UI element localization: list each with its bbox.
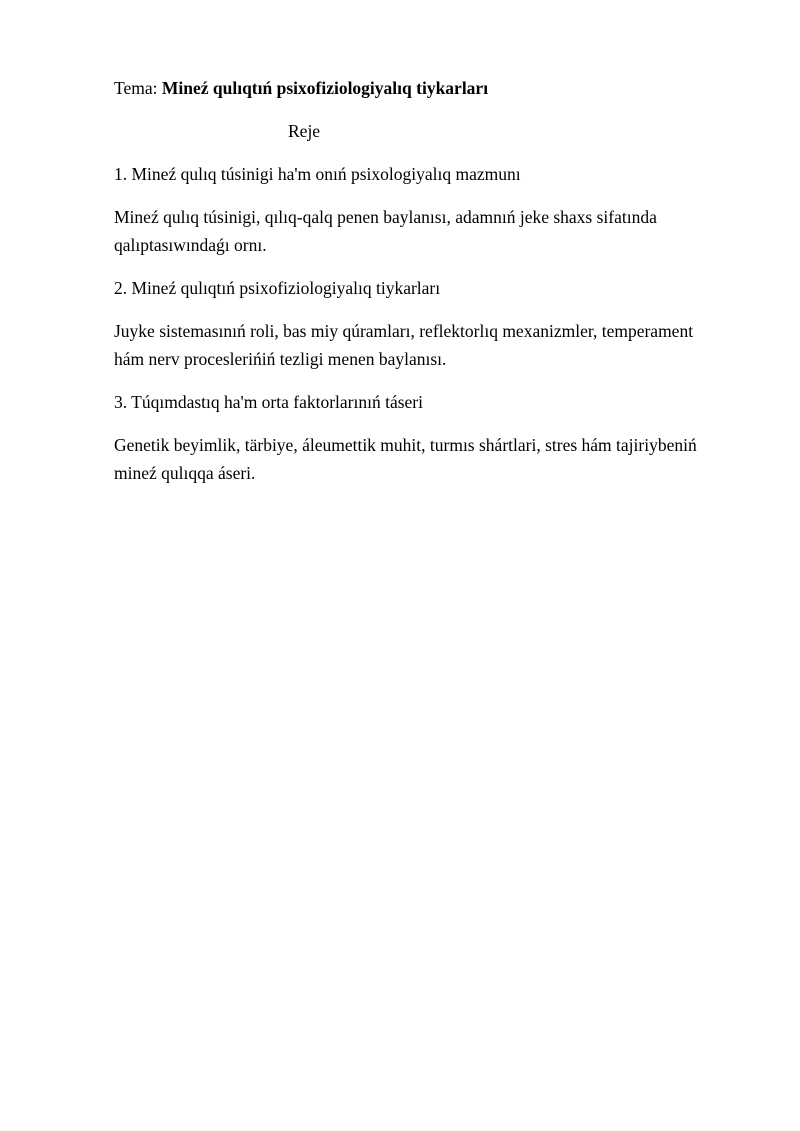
section-heading-1: 1. Mineź qulıq túsinigi ha'm onıń psixologiyalıq mazmunı	[114, 164, 521, 184]
section-body-2: Juyke sistemasınıń roli, bas miy qúramları, reflektorlıq mexanizmler, temperament hám nerv proceslerińiń tezligi menen baylanısı.	[114, 321, 694, 369]
section-body-1: Mineź qulıq túsinigi, qılıq-qalq penen baylanısı, adamnıń jeke shaxs sifatında qalıptasıwındaǵı ornı.	[114, 207, 657, 255]
topic-title	[114, 74, 714, 102]
topic-title-prefix: Tema:	[114, 78, 162, 98]
section-body-3: Genetik beyimlik, tärbiye, áleumettik muhit, turmıs shártlari, stres hám tajiriybeniń mineź qulıqqa áseri.	[114, 435, 697, 483]
document-content	[114, 74, 714, 502]
topic-title-text: Mineź qulıqtıń psixofiziologiyalıq tiykarları	[161, 78, 489, 98]
section-heading-2: 2. Mineź qulıqtıń psixofiziologiyalıq tiykarları	[114, 278, 441, 298]
section-heading-3: 3. Túqımdastıq ha'm orta faktorlarınıń táseri	[114, 392, 424, 412]
plan-heading: Reje	[288, 121, 321, 141]
